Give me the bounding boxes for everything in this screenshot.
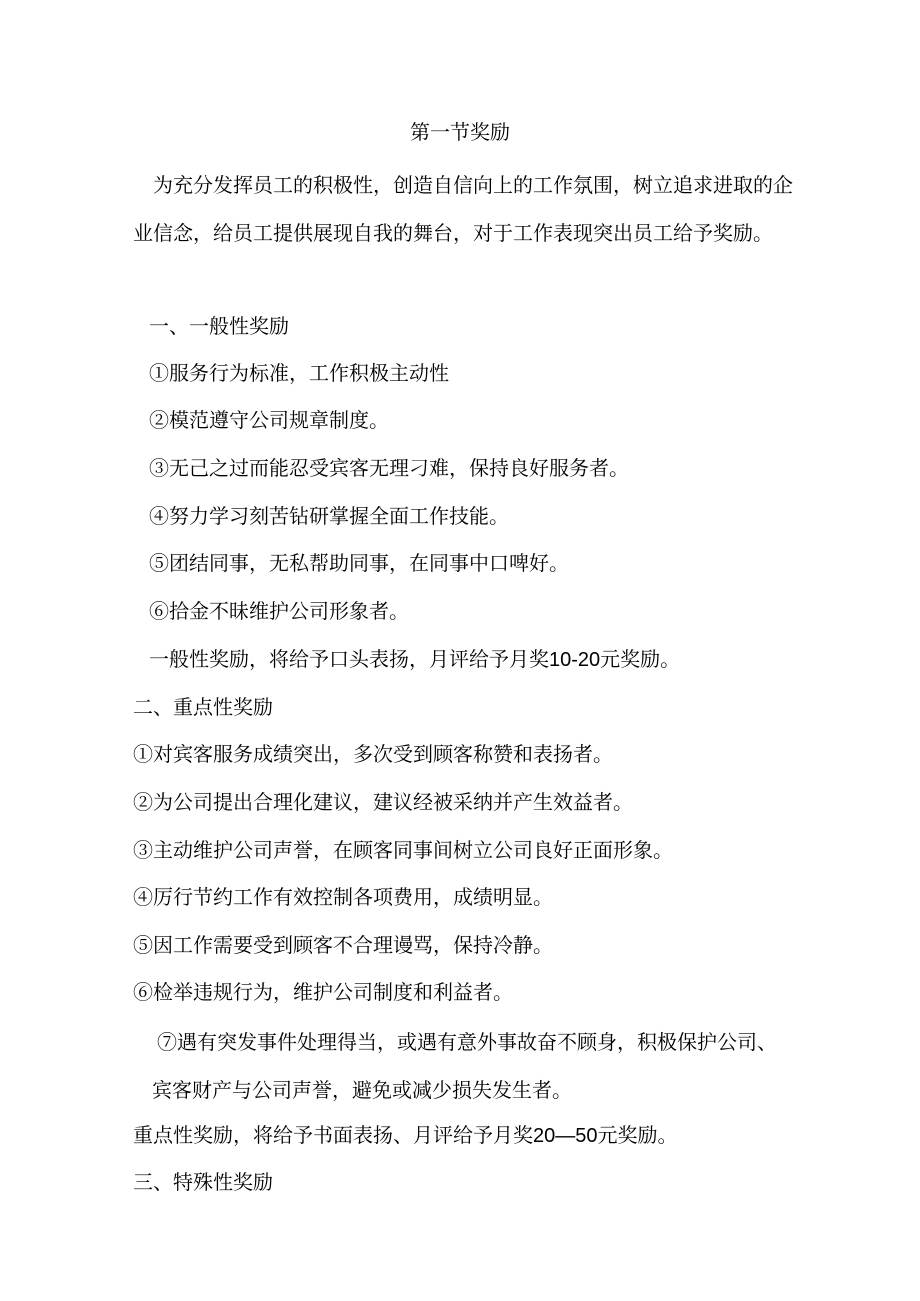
section2-item-6: ⑥检举违规行为，维护公司制度和利益者。	[133, 980, 513, 1004]
section2-item-2: ②为公司提出合理化建议，建议经被采纳并产生效益者。	[133, 790, 633, 814]
section1-item-5: ⑤团结同事，无私帮助同事，在同事中口啤好。	[149, 551, 569, 575]
section1-summary-text: 一般性奖励，将给予口头表扬，月评给予月奖	[149, 647, 549, 671]
section2-summary-amount: 20—50	[533, 1125, 598, 1147]
section2-item-5: ⑤因工作需要受到顾客不合理谩骂，保持冷静。	[133, 933, 553, 957]
section1-item-4: ④努力学习刻苦钻研掌握全面工作技能。	[149, 504, 509, 528]
section2-summary	[133, 1121, 678, 1150]
section2-item-4: ④厉行节约工作有效控制各项费用，成绩明显。	[133, 885, 553, 909]
intro-paragraph: 为充分发挥员工的积极性，创造自信向上的工作氛围，树立追求进取的企业信念，给员工提供展现自我的舞台，对于工作表现突出员工给予奖励。	[133, 173, 793, 245]
section1-item-6: ⑥拾金不昧维护公司形象者。	[149, 599, 409, 623]
section1-summary-amount: 10-20	[549, 649, 601, 671]
section2-heading: 二、重点性奖励	[133, 695, 273, 719]
section-title: 第一节奖励	[410, 120, 510, 144]
section2-item-7: ⑦遇有突发事件处理得当，或遇有意外事故奋不顾身，积极保护公司、宾客财产与公司声誉，避免或减少损失发生者。	[152, 1030, 777, 1102]
section2-summary-text: 重点性奖励，将给予书面表扬、月评给予月奖	[133, 1123, 533, 1147]
section1-item-2: ②模范遵守公司规章制度。	[149, 408, 389, 432]
section2-item-3: ③主动维护公司声誉，在顾客同事间树立公司良好正面形象。	[133, 838, 673, 862]
section1-item-1: ①服务行为标准，工作积极主动性	[149, 361, 449, 385]
section1-item-3: ③无己之过而能忍受宾客无理刁难，保持良好服务者。	[149, 456, 629, 480]
section3-heading: 三、特殊性奖励	[133, 1170, 273, 1194]
section2-summary-suffix: 元奖励。	[597, 1123, 678, 1147]
section2-item-1: ①对宾客服务成绩突出，多次受到顾客称赞和表扬者。	[133, 742, 613, 766]
section1-summary	[149, 645, 680, 674]
section1-heading: 一、一般性奖励	[149, 314, 289, 338]
section1-summary-suffix: 元奖励。	[600, 647, 681, 671]
